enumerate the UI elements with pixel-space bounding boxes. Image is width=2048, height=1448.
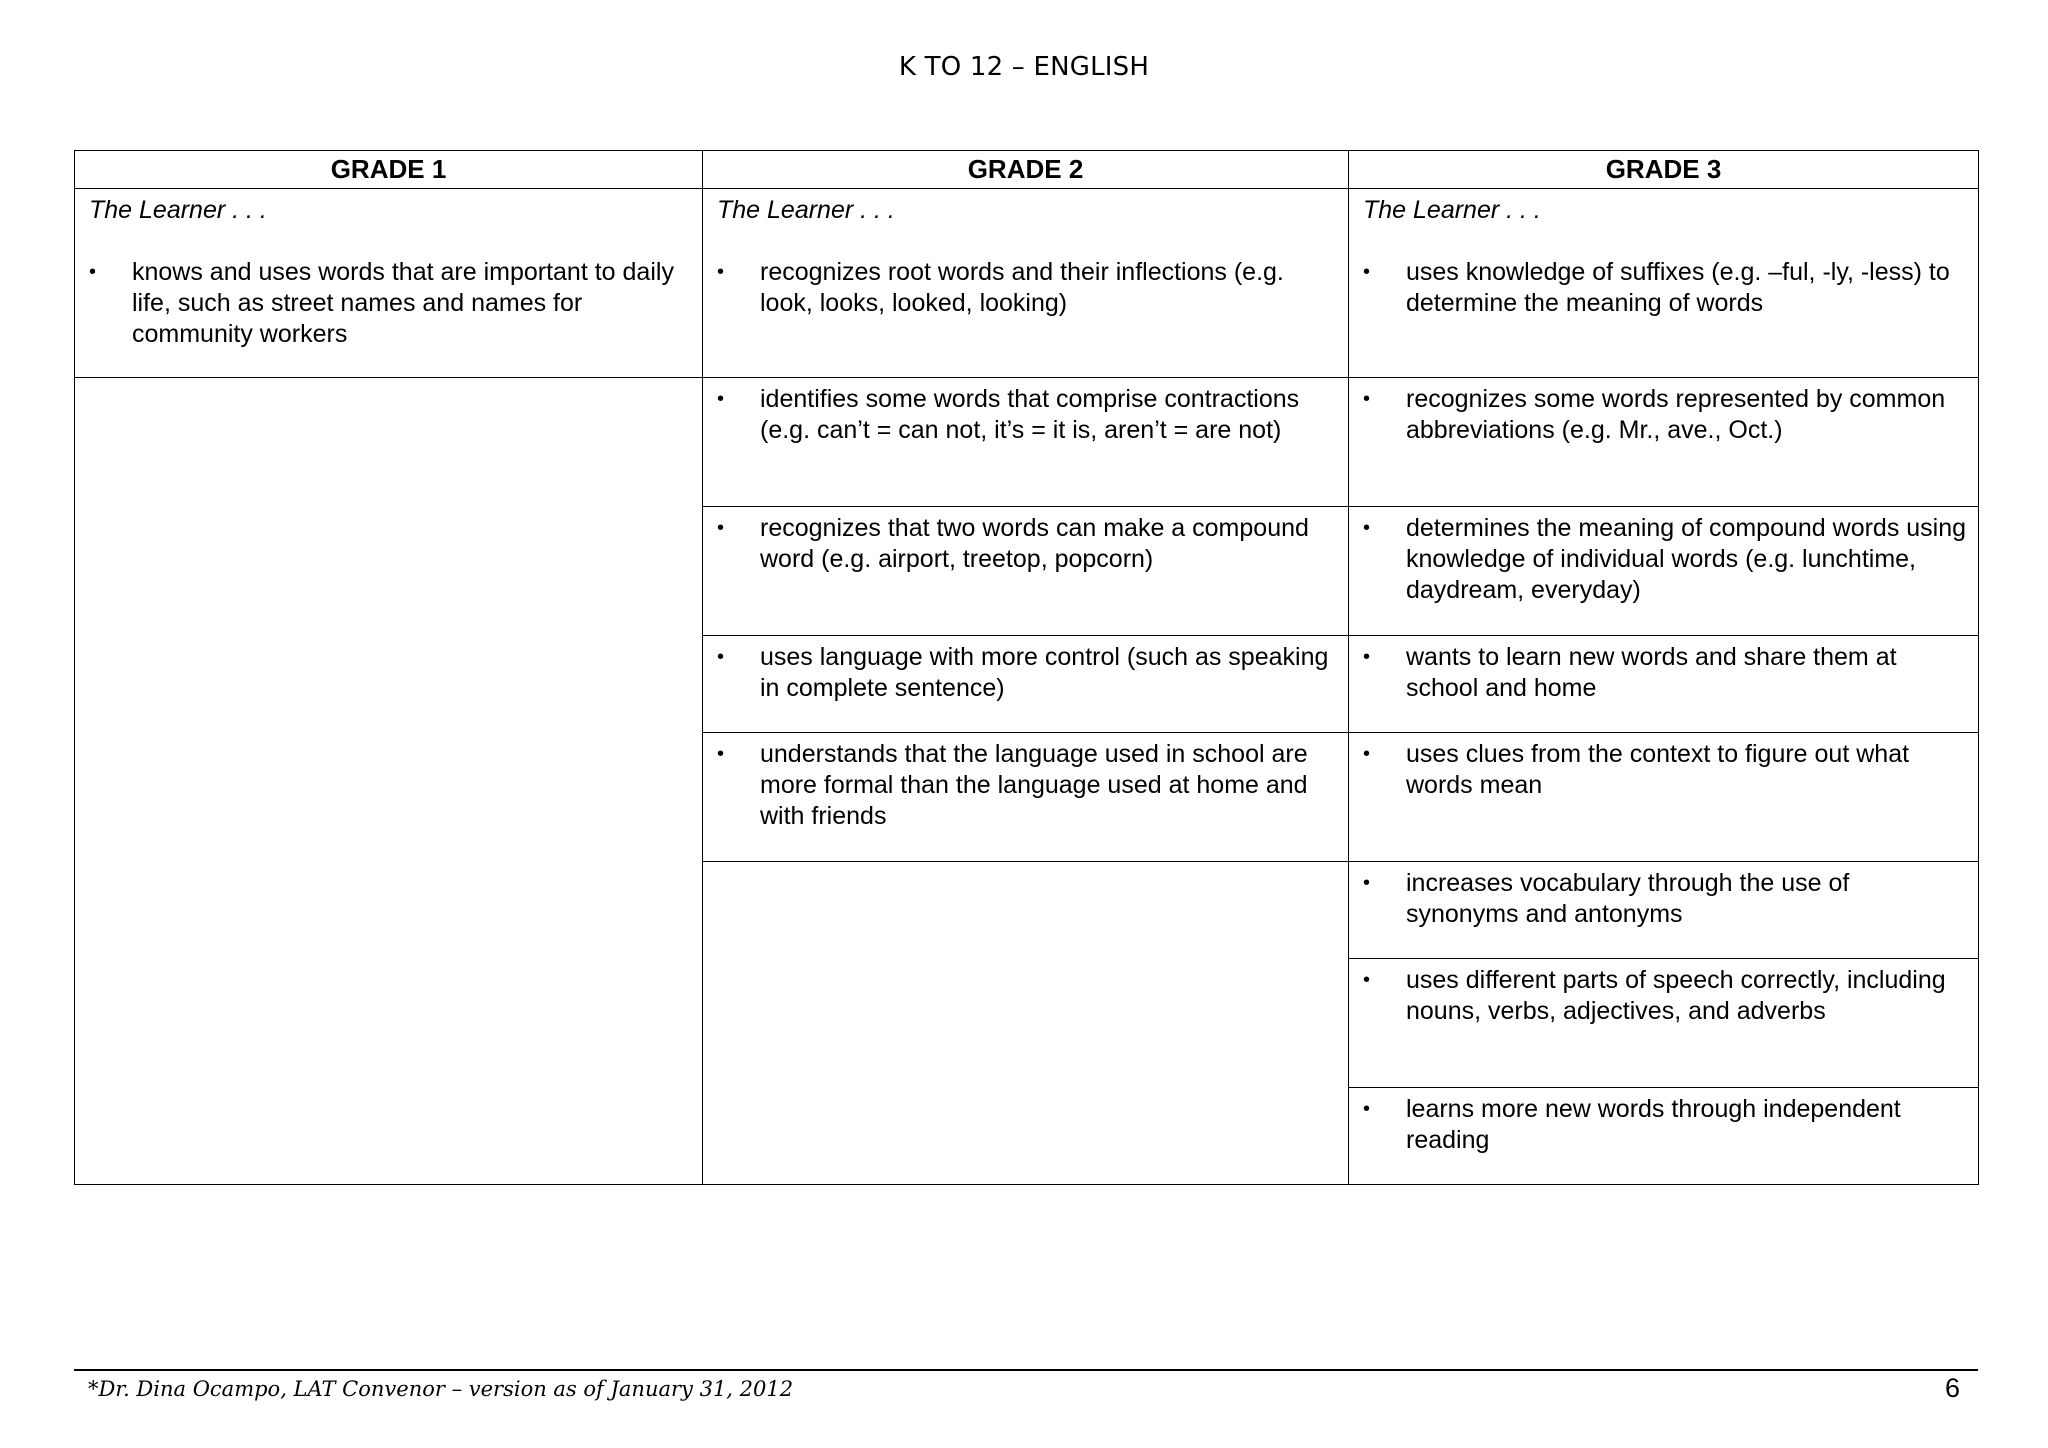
bullet-icon: • — [717, 261, 725, 283]
grade-3-cell — [1349, 636, 1979, 733]
grade-3-cell — [1349, 378, 1979, 507]
grade-3-cell — [1349, 189, 1979, 378]
learner-label: The Learner . . . — [1363, 196, 1541, 224]
grade-2-cell — [703, 733, 1349, 862]
bullet-icon: • — [89, 261, 97, 283]
grade-2-cell — [703, 189, 1349, 378]
page-title: K TO 12 – ENGLISH — [898, 52, 1150, 82]
list-item — [717, 739, 1338, 832]
grade-3-cell — [1349, 507, 1979, 636]
bullet-icon: • — [717, 388, 725, 410]
list-item — [1363, 868, 1968, 930]
bullet-icon: • — [717, 646, 725, 668]
grade-3-cell — [1349, 862, 1979, 959]
list-item — [1363, 1094, 1968, 1156]
table-row — [75, 189, 1979, 378]
list-item — [717, 257, 1338, 319]
competency-text: uses knowledge of suffixes (e.g. –ful, -ly, -less) to determine the meaning of words — [1406, 258, 1950, 317]
list-item — [1363, 642, 1968, 704]
grade-3-cell — [1349, 959, 1979, 1088]
list-item — [1363, 384, 1968, 446]
list-item — [1363, 965, 1968, 1027]
competency-text: learns more new words through independent reading — [1406, 1095, 1901, 1154]
list-item — [89, 257, 692, 350]
list-item — [1363, 739, 1968, 801]
bullet-icon: • — [1363, 517, 1371, 539]
footer-note: *Dr. Dina Ocampo, LAT Convenor – version as of January 31, 2012 — [88, 1377, 794, 1401]
list-item — [1363, 513, 1968, 606]
grade-1-cell — [75, 189, 703, 378]
grade-competency-table — [74, 150, 1979, 1185]
grade-1-empty-cell — [75, 378, 703, 1185]
bullet-icon: • — [1363, 872, 1371, 894]
table-row — [75, 378, 1979, 507]
competency-text: recognizes that two words can make a compound word (e.g. airport, treetop, popcorn) — [760, 514, 1309, 573]
competency-text: identifies some words that comprise contractions (e.g. can’t = can not, it’s = it is, aren’t = are not) — [760, 385, 1300, 444]
competency-text: knows and uses words that are important to daily life, such as street names and names for community workers — [132, 258, 674, 348]
bullet-icon: • — [1363, 388, 1371, 410]
list-item — [717, 384, 1338, 446]
bullet-icon: • — [1363, 969, 1371, 991]
bullet-icon: • — [717, 517, 725, 539]
list-item — [1363, 257, 1968, 319]
list-item — [717, 513, 1338, 575]
bullet-icon: • — [717, 743, 725, 765]
grade-2-cell — [703, 507, 1349, 636]
competency-text: uses different parts of speech correctly, including nouns, verbs, adjectives, and adverbs — [1406, 966, 1946, 1025]
competency-text: uses clues from the context to figure out what words mean — [1406, 740, 1910, 799]
bullet-icon: • — [1363, 261, 1371, 283]
competency-text: determines the meaning of compound words using knowledge of individual words (e.g. lunchtime, daydream, everyday) — [1406, 514, 1967, 604]
competency-text: increases vocabulary through the use of synonyms and antonyms — [1406, 869, 1850, 928]
grade-3-cell — [1349, 1088, 1979, 1185]
competency-text: wants to learn new words and share them at school and home — [1406, 643, 1897, 702]
grade-3-cell — [1349, 733, 1979, 862]
bullet-icon: • — [1363, 646, 1371, 668]
grade-2-cell — [703, 378, 1349, 507]
table-header-row — [75, 151, 1979, 189]
column-header-grade-3: GRADE 3 — [1349, 151, 1979, 189]
grade-2-cell — [703, 636, 1349, 733]
grade-2-empty-cell — [703, 862, 1349, 1185]
learner-label: The Learner . . . — [89, 196, 267, 224]
competency-text: understands that the language used in school are more formal than the language used at home and with friends — [760, 740, 1308, 830]
column-header-grade-2: GRADE 2 — [703, 151, 1349, 189]
competency-text: recognizes some words represented by common abbreviations (e.g. Mr., ave., Oct.) — [1406, 385, 1946, 444]
footer-divider — [74, 1369, 1978, 1371]
list-item — [717, 642, 1338, 704]
learner-label: The Learner . . . — [717, 196, 895, 224]
page-number: 6 — [1944, 1373, 1960, 1403]
competency-text: uses language with more control (such as speaking in complete sentence) — [760, 643, 1329, 702]
bullet-icon: • — [1363, 743, 1371, 765]
competency-text: recognizes root words and their inflections (e.g. look, looks, looked, looking) — [760, 258, 1284, 317]
bullet-icon: • — [1363, 1098, 1371, 1120]
column-header-grade-1: GRADE 1 — [75, 151, 703, 189]
